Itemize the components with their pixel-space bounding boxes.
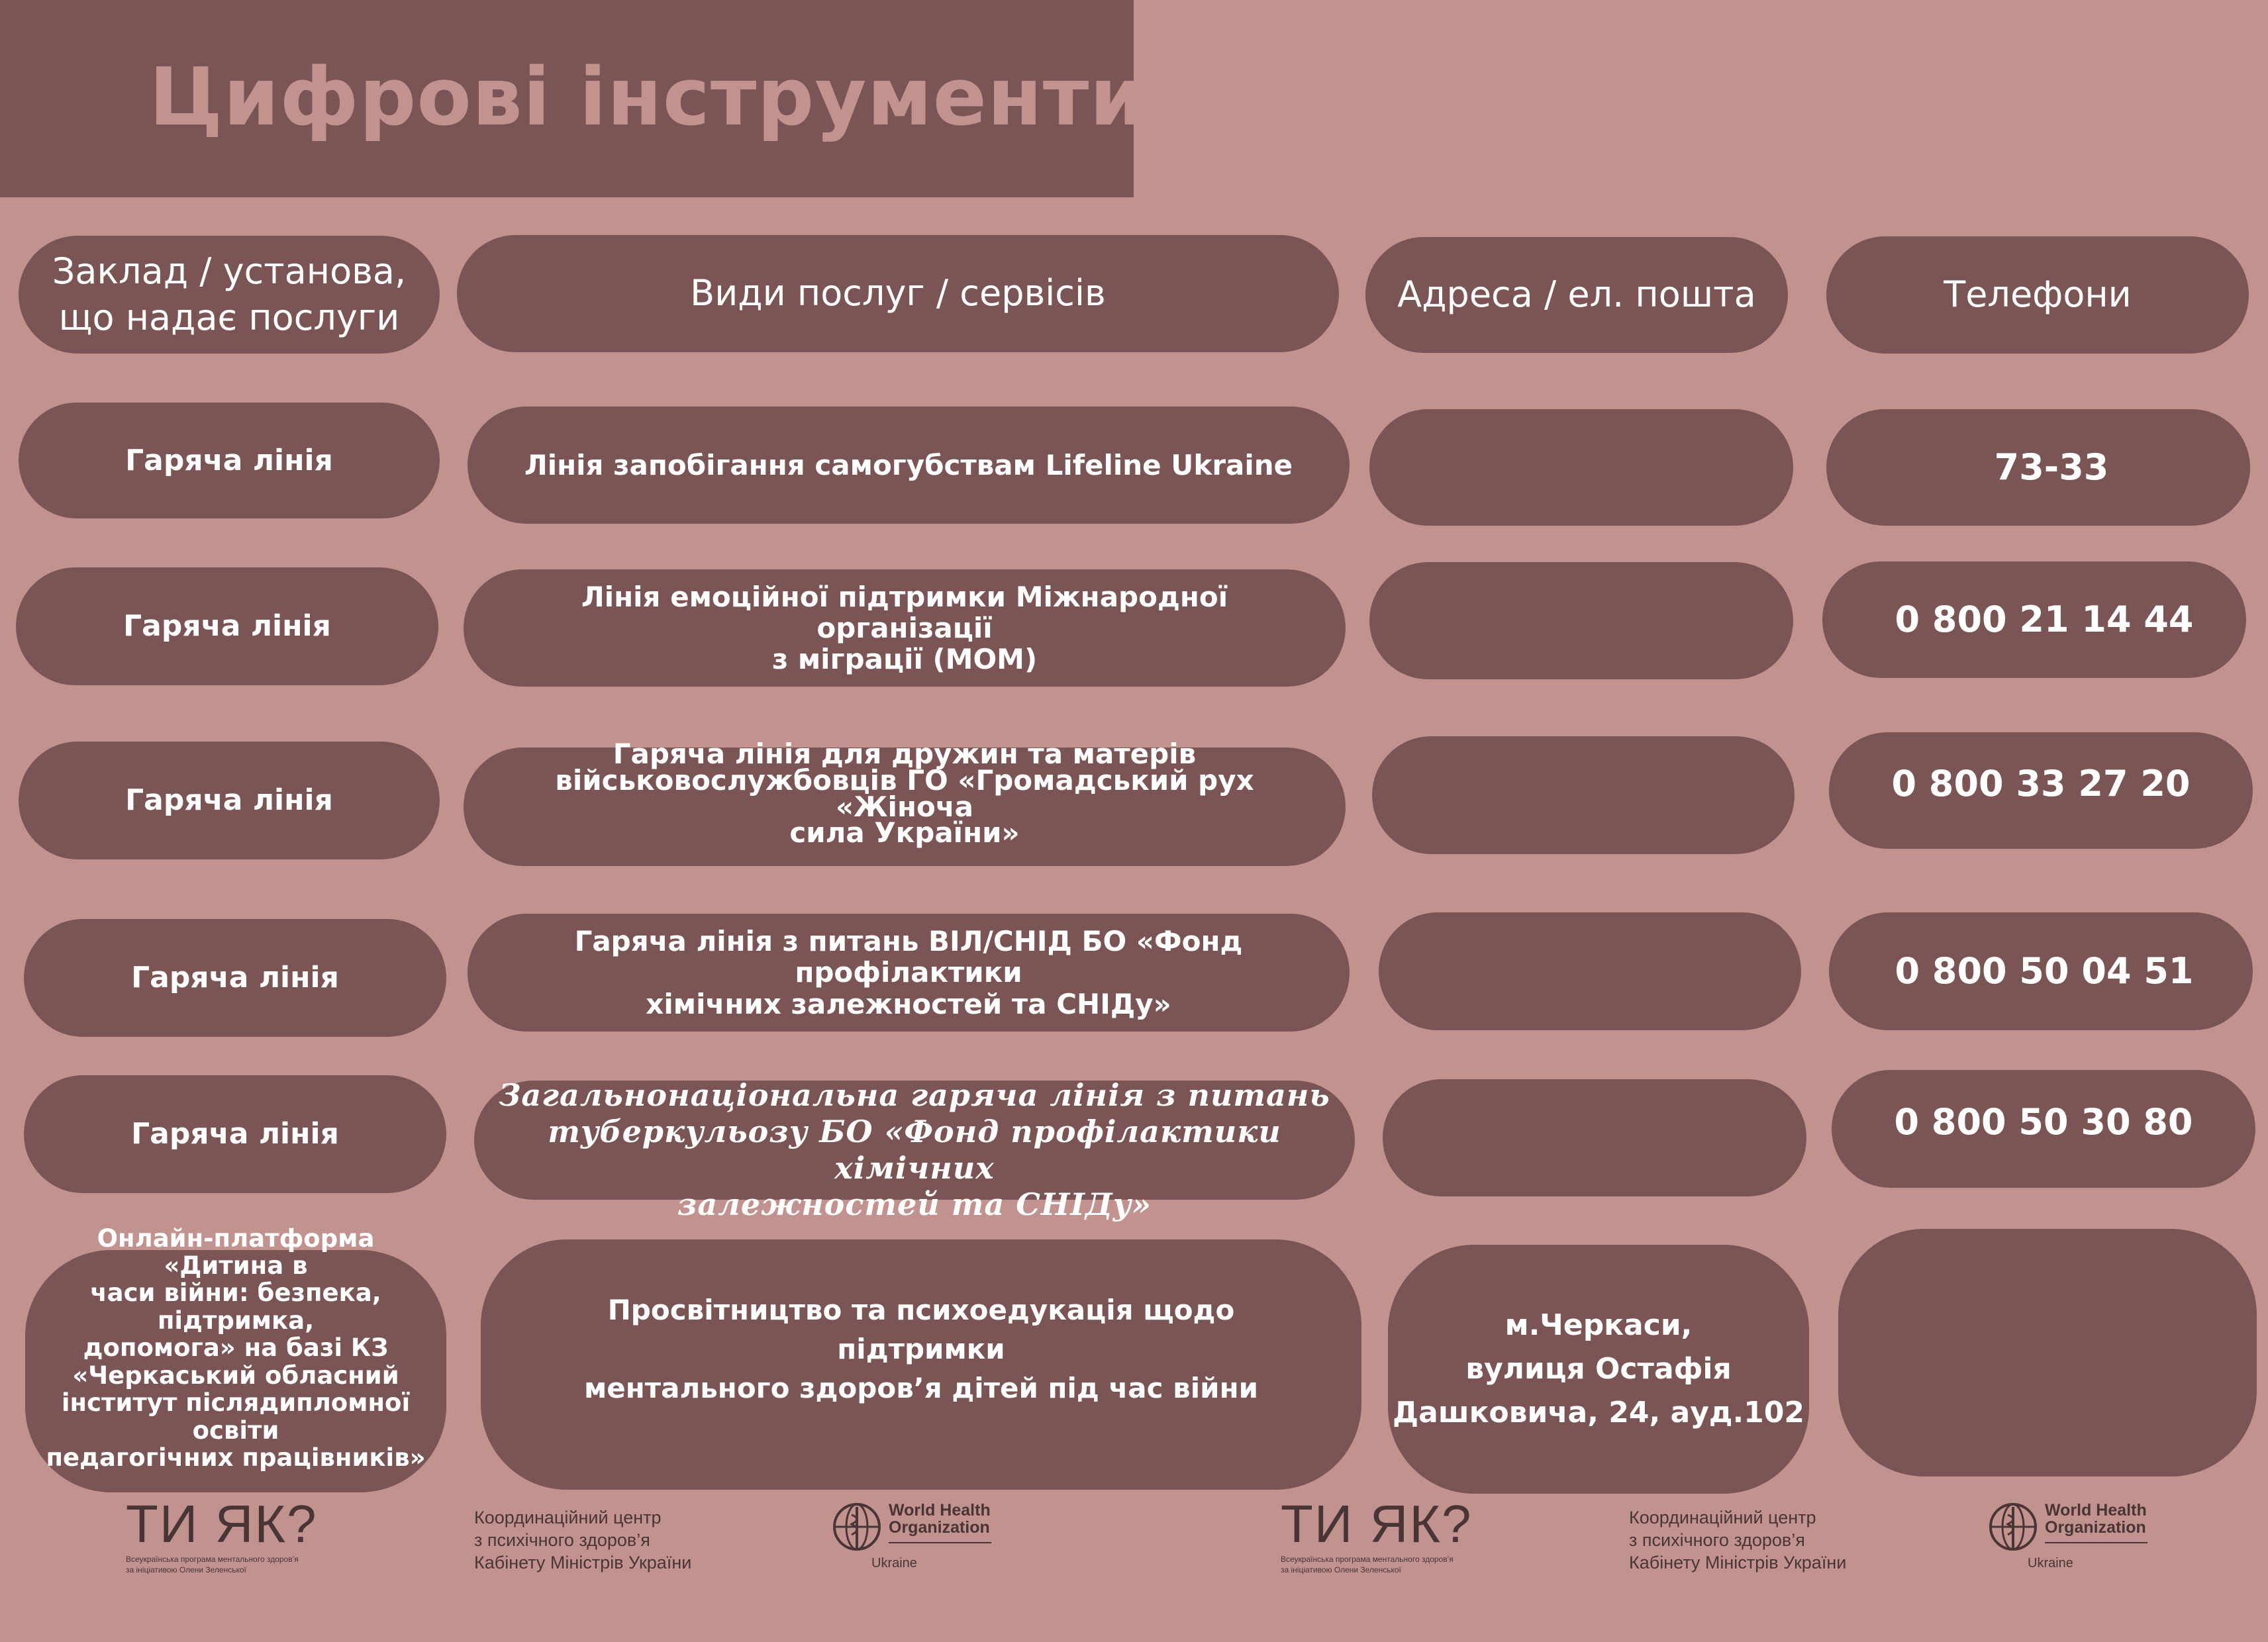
- cell-text: інститут післядипломної освіти: [61, 1388, 411, 1445]
- cell-text: сила України»: [789, 816, 1020, 849]
- header-institution-line: що надає послуги: [58, 297, 400, 338]
- cell-text: вулиця Остафія: [1465, 1352, 1732, 1386]
- phone-number[interactable]: 73-33: [1994, 446, 2109, 488]
- cell-text: Гаряча лінія для дружин та матерів: [613, 737, 1197, 770]
- cell-text: туберкульозу БО «Фонд профілактики хімічних: [548, 1113, 1281, 1186]
- row-4-phone[interactable]: [1829, 912, 2253, 1030]
- header-institution-line: Заклад / установа,: [52, 250, 407, 292]
- header-phones: [1826, 236, 2249, 354]
- row-3-phone[interactable]: [1829, 732, 2253, 849]
- cell-text: Онлайн-платформа «Дитина в: [97, 1224, 375, 1280]
- cell-text: Лінія запобігання самогубствам Lifeline Ukraine: [524, 448, 1293, 481]
- cell-text: Гаряча лінія: [123, 609, 331, 644]
- tiyak-wordmark: ТИ ЯК?: [126, 1494, 318, 1553]
- row-5-institution: [24, 1075, 446, 1193]
- cell-text: Гаряча лінія: [125, 443, 333, 477]
- header-phones-label: Телефони: [1944, 273, 2132, 316]
- row-5-phone[interactable]: [1832, 1070, 2255, 1188]
- phone-number[interactable]: 0 800 50 30 80: [1894, 1100, 2193, 1143]
- who-country: Ukraine: [871, 1556, 917, 1570]
- header-address-label: Адреса / ел. пошта: [1397, 273, 1756, 316]
- cell-text: Гаряча лінія з питань ВІЛ/СНІД БО «Фонд профілактики: [574, 925, 1243, 989]
- cell-text: часи війни: безпека, підтримка,: [90, 1279, 381, 1335]
- row-6-address: [1388, 1245, 1809, 1494]
- header-institution: [19, 236, 440, 354]
- page-title: Цифрові інструменти: [149, 52, 1146, 144]
- cell-text: Просвітництво та психоедукація щодо підтримки: [607, 1294, 1235, 1365]
- who-divider: [889, 1542, 991, 1543]
- coordination-line: з психічного здоров’я: [1629, 1529, 1805, 1550]
- tiyak-logo: [1281, 1494, 1473, 1575]
- cell-text: м.Черкаси,: [1504, 1308, 1693, 1342]
- cell-text: військовослужбовців ГО «Громадський рух «Жіноча: [555, 763, 1254, 823]
- who-logo: [832, 1502, 991, 1571]
- row-3-address: [1372, 736, 1795, 854]
- row-1-address: [1369, 409, 1793, 526]
- coordination-line: Координаційний центр: [1629, 1508, 1816, 1527]
- cell-text: Лінія емоційної підтримки Міжнародної організації: [581, 580, 1228, 644]
- who-name: Organization: [889, 1518, 990, 1537]
- header-address: [1365, 237, 1788, 353]
- cell-text: Дашковича, 24, ауд.102: [1392, 1396, 1805, 1429]
- tiyak-wordmark: ТИ ЯК?: [1281, 1494, 1473, 1553]
- who-logo: [1988, 1502, 2147, 1571]
- row-5-service: [474, 1077, 1355, 1223]
- header-services-label: Види послуг / сервісів: [690, 272, 1106, 314]
- row-4-address: [1379, 912, 1801, 1030]
- row-2-institution: [16, 567, 438, 685]
- cell-text: Загальнонаціональна гаряча лінія з питань: [499, 1077, 1330, 1113]
- row-1-service: [468, 407, 1350, 524]
- cell-text: з міграції (МОМ): [771, 643, 1038, 676]
- phone-number[interactable]: 0 800 21 14 44: [1895, 598, 2194, 640]
- row-2-service: [464, 569, 1346, 687]
- coordination-line: Кабінету Міністрів України: [1629, 1552, 1847, 1572]
- coordination-line: Координаційний центр: [474, 1508, 662, 1527]
- phone-number[interactable]: 0 800 33 27 20: [1891, 762, 2191, 804]
- row-3-institution: [19, 742, 440, 859]
- row-6-institution: [25, 1224, 446, 1492]
- tiyak-subtitle: за ініціативою Олени Зеленської: [1281, 1565, 1401, 1574]
- row-1-phone[interactable]: [1826, 409, 2250, 526]
- cell-text: допомога» на базі КЗ: [83, 1333, 389, 1363]
- row-6-phone: [1838, 1229, 2257, 1476]
- who-name: World Health: [2045, 1501, 2147, 1520]
- row-2-phone[interactable]: [1822, 561, 2246, 678]
- cell-text: Гаряча лінія: [131, 961, 339, 995]
- tiyak-subtitle: Всеукраїнська програма ментального здоров’я: [1281, 1555, 1454, 1564]
- cell-text: залежностей та СНІДу»: [677, 1186, 1152, 1223]
- phone-number[interactable]: 0 800 50 04 51: [1895, 949, 2194, 992]
- coordination-line: з психічного здоров’я: [474, 1529, 650, 1550]
- row-3-service: [464, 737, 1346, 866]
- row-4-service: [468, 914, 1350, 1032]
- row-4-institution: [24, 919, 446, 1037]
- who-name: Organization: [2045, 1518, 2146, 1537]
- row-6-service: [481, 1239, 1361, 1490]
- coordination-center-logo: [474, 1507, 691, 1574]
- row-5-address: [1383, 1079, 1806, 1196]
- header-services: [457, 235, 1339, 352]
- coordination-line: Кабінету Міністрів України: [474, 1552, 692, 1572]
- cell-text: ментального здоров’я дітей під час війни: [583, 1371, 1259, 1404]
- cell-text: педагогічних працівників»: [46, 1443, 426, 1473]
- who-name: World Health: [889, 1501, 991, 1520]
- tiyak-subtitle: за ініціативою Олени Зеленської: [126, 1565, 246, 1574]
- who-emblem-icon: [832, 1502, 882, 1552]
- cell-text: Гаряча лінія: [131, 1117, 339, 1151]
- row-2-address: [1369, 562, 1793, 679]
- cell-text: «Черкаський обласний: [72, 1361, 399, 1390]
- cell-text: хімічних залежностей та СНІДу»: [646, 987, 1171, 1020]
- who-emblem-icon: [1988, 1502, 2038, 1552]
- title-bar: [0, 0, 1146, 197]
- coordination-center-logo: [1629, 1507, 1846, 1574]
- who-country: Ukraine: [2028, 1556, 2073, 1570]
- row-1-institution: [19, 403, 440, 518]
- tiyak-logo: [126, 1494, 318, 1575]
- tiyak-subtitle: Всеукраїнська програма ментального здоров’я: [126, 1555, 299, 1564]
- cell-text: Гаряча лінія: [125, 783, 333, 818]
- who-divider: [2045, 1542, 2147, 1543]
